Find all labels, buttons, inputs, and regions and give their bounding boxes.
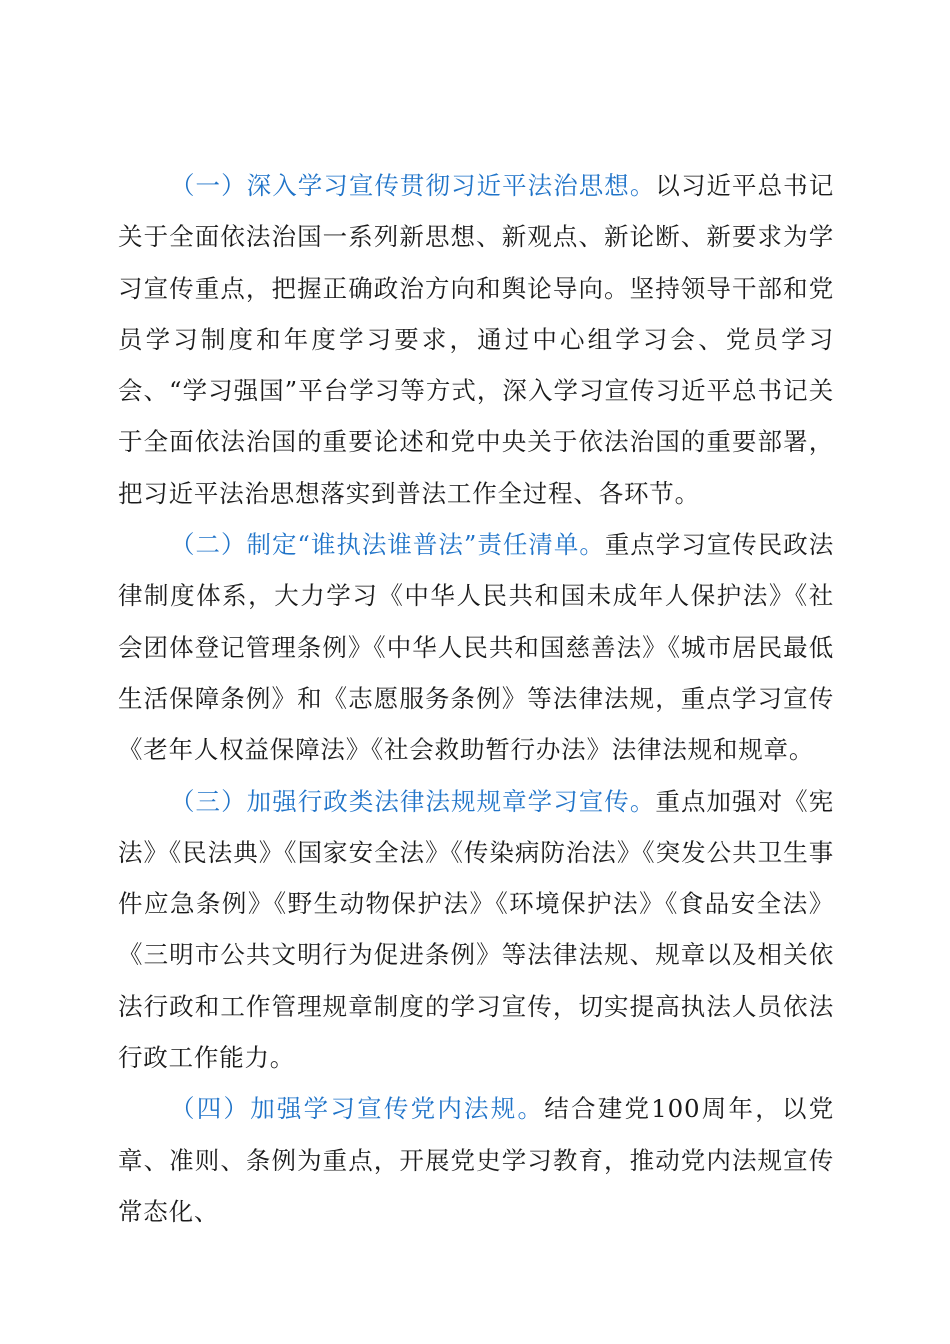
section-text-3: 重点加强对《宪法》《民法典》《国家安全法》《传染病防治法》《突发公共卫生事件应急条例》《野生动物保护法》《环境保护法》《食品安全法》《三明市公共文明行为促进条例》等法律法规、规章以及相关依法行政和工作管理规章制度的学习宣传，切实提高执法人员依法行政工作能力。 bbox=[118, 786, 834, 1073]
section-heading-2: （二）制定“谁执法谁普法”责任清单。 bbox=[170, 530, 605, 560]
section-paragraph-4 bbox=[118, 1083, 834, 1237]
section-text-2: 重点学习宣传民政法律制度体系，大力学习《中华人民共和国未成年人保护法》《社会团体登记管理条例》《中华人民共和国慈善法》《城市居民最低生活保障条例》和《志愿服务条例》等法律法规，重点学习宣传《老年人权益保障法》《社会救助暂行办法》法律法规和规章。 bbox=[118, 530, 835, 765]
section-text-1: 以习近平总书记关于全面依法治国一系列新思想、新观点、新论断、新要求为学习宣传重点，把握正确政治方向和舆论导向。坚持领导干部和党员学习制度和年度学习要求，通过中心组学习会、党员学习会、“学习强国”平台学习等方式，深入学习宣传习近平总书记关于全面依法治国的重要论述和党中央关于依法治国的重要部署，把习近平法治思想落实到普法工作全过程、各环节。 bbox=[118, 171, 834, 508]
section-paragraph-2 bbox=[118, 519, 834, 775]
section-text-4: 结合建党100周年，以党章、准则、条例为重点，开展党史学习教育，推动党内法规宣传常态化、 bbox=[118, 1094, 834, 1226]
section-heading-1: （一）深入学习宣传贯彻习近平法治思想。 bbox=[170, 171, 656, 200]
section-paragraph-3 bbox=[118, 776, 834, 1084]
section-heading-4: （四）加强学习宣传党内法规。 bbox=[170, 1094, 545, 1124]
document-body bbox=[118, 160, 834, 1237]
section-heading-3: （三）加强行政类法律法规规章学习宣传。 bbox=[170, 786, 656, 816]
section-paragraph-1 bbox=[118, 160, 834, 519]
